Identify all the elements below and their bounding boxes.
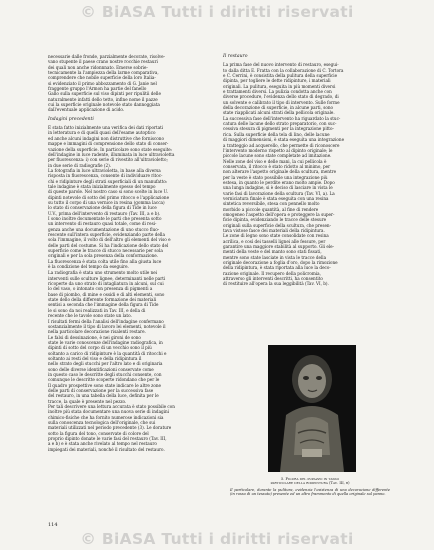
text-line: a tratteggio ad acquerello, che permette di riconoscere [223,142,340,148]
text-line: originali sulla superficie della scultura, che presen- [223,222,331,228]
text-line: nello strato degli stucchi per l'altro lato e di originaria [48,361,163,367]
text-line: tracce, la quale è presente nel pezzo. [48,398,127,404]
text-line: interventi sulle sculture lignee, determinanti nelle parti [48,275,166,281]
text-line: nella particolare decorazione risalenti restare. [48,329,146,335]
text-line: necessarie dalle fronde, parzialmente decorate, risolve- [48,54,166,59]
text-line: Nelle zone del viso e delle mani, la cui pellicola è [223,158,327,164]
section-heading-restauro: Il restauro [223,54,248,59]
text-line: rescente sull'intera superficie, evidenziando parte della [48,232,165,237]
text-line: dei quali non anche ridonnnato. Emerse sobrie- [48,64,148,70]
left-paragraph-5 [48,335,215,383]
text-line: Le zone di legno sono state consolidate con resina [223,233,329,239]
text-line: sono delle diverse identificazioni conservate come [48,366,154,372]
text-line: lo stato di conservazione della figura di Tide in luce [48,205,157,211]
text-line: sintetica reversibile, stesa con pennello molto [223,201,320,207]
text-line: risposta in fluorescenza, consente di individuare ritoc- [48,173,163,179]
text-line: ricoperte da uno strato di intagliatura in alcuni, sul cui [48,281,164,287]
left-paragraph-7 [48,404,215,452]
text-line: è la condizione del tempo da eseguire. [48,264,129,270]
text-line: La successiva fase dell'intervento ha riguardato la stuc- [223,115,341,121]
left-paragraph-4 [48,319,215,335]
text-line: in questo caso le descritte degli stucchi consente, con [48,371,162,377]
section-heading-indagini: Indagini precedenti [48,116,94,122]
text-line: in letteratura e di quelli quasi dell'esame autoptico [48,130,156,136]
text-line: Per tali descrivere una lettura accurata è stato possibile con [48,404,175,409]
text-line: verniciatura finale è stata eseguita con una resina [223,195,329,201]
text-line: state dello della differente formazione dei materiali [48,297,157,303]
figure-caption [230,477,390,497]
text-line: diverse procedure, l'evidenza dello stato di degrado, di [223,94,339,100]
text-line: soltanto a carico di ridipinture è la quantità di ritocchi e [48,350,167,356]
text-line: La prima fase del nuovo intervento di restauro, esegui- [223,62,339,68]
text-line: state le varie conoscenze dell'indagine radiografica, in [48,339,163,345]
text-line: tava vistose fasce dei materiali della ridipintura. [223,228,325,233]
text-line: per la veste è stato possibile una integrazione più [223,174,328,180]
text-line: originale decorazione a foglia d'oro, dopo la rimozione [223,260,338,266]
text-line: ficie dipinta, evidenziando le tracce delle stesure [223,217,327,223]
text-line: tale indagine è stata inizialmente spesso del tempo [48,183,156,189]
text-line: comunque le descritte scoperte ridondano che per le [48,377,160,383]
text-line: di restituire all'opera la sua leggibilità (Tav. VI, b). [223,281,329,287]
left-column [48,54,215,452]
text-line: materiali utilizzati nel periodo precedente (3). Le dorature [48,425,172,431]
text-line: cui la superficie originale notevole stato dannoggiata [48,102,160,108]
text-line: in due serie di radiografie (2). [48,162,112,168]
text-line: acrilica, e così dei tasselli lignei alle fessure, per [223,238,326,244]
text-line: si evidenziato il primo abbozzamento di G. Janie nel [48,80,157,86]
text-line: una lunga indagine, si è deciso di lasciare in vista le [223,185,333,191]
text-line: naturalmente infatti dello tetto, infine nome il pazze [48,96,158,102]
text-line: chimico-fisiche che ha fornito numerose indicazioni sia [48,414,164,420]
text-line: superficie come le tracce di stucco necessarie per sola [48,248,163,254]
text-line: originali e per la sola presenza della conformazione. [48,253,159,259]
text-line: garantire una maggiore stabilità al supporto. Gli ele- [223,244,334,250]
text-line: morbido a piccole quantità, al fine di rendere [223,206,319,212]
text-line: della decorazione di superficie, in alcune parti, sono [223,105,333,111]
text-line: È stata fatto inizialmente una verifica dei dati riportati [48,125,164,131]
text-line: varie fasi di lavorazione della scultura (Tav. VI, a). La [223,190,335,196]
text-line: a e b) e è stata anche rivelato al tempo nel restauro [48,441,157,447]
text-line: to dalla ditta E. Fratta con la collaborazione di C. Tortora [223,67,344,73]
text-line: mentre sono state lasciate in vista le tracce della [223,254,327,260]
text-line: l'intervento moderno rispetto al dipinto originale; le [223,147,333,153]
text-line: dell'indagine in luce radente, illuminata in luce ultravioletta [48,151,175,157]
text-line: catura delle lacune dello strato preparatorio, con suc- [223,121,337,127]
page-number: 114 [48,522,58,528]
text-line: La fotografia in luce ultravioletta, in base alla diversa [48,167,161,173]
text-line: e trattamenti diversi. La pulizia condotta anche con [223,89,332,95]
text-line: fraggente gruppo l'Armon ha partie del fanello [48,86,147,92]
left-paragraph-2 [48,125,215,269]
text-line: le si sono da noi realizzati in Tav. III, e della di [48,307,146,313]
text-line: Gallo sulla superficie sul viso dipinti per ripulitii delle [48,91,161,97]
text-line: dipinta, per togliere le dette ridipinture, i materiali [223,78,331,84]
text-line: Il quadro prospettive sono state indicare le altre zone [48,382,161,388]
text-line: lo del vaso, o intonato con presenza di pigmenti a [48,286,153,292]
text-line: I sono inoltre documentate le parti che presenta sotto [48,215,162,221]
text-line: state riapplicati alcuni strati della pellicola originale. [223,110,335,116]
right-paragraph-1 [223,62,391,115]
text-line: Le falsi di dessinazione, è nei gironi de sono [48,334,141,340]
text-line: del restauro, in una tabella della luce, definita per le [48,393,159,399]
text-line: razione originale. Il recupero della policromia, [223,270,321,276]
text-line: base di piombo, di mine e ossidi e di alti elementi, sono [48,291,165,297]
text-line: recente che le tavole sono state un lato. [48,313,132,319]
watermark-bottom: © BiASA Tutti i diritti riservati [80,530,354,548]
left-paragraph-3 [48,270,215,318]
text-line: sentisi a seconda che l'immagine della figura di Tide [48,302,159,308]
text-line: La fluorescenza è stata colta utile fino alla giusta luce [48,258,162,264]
text-line: soltanto ai resti del viso e della ridipintura il [48,355,142,361]
text-line: chi e ridipinture degli strati superficiali di un manufatto: [48,178,168,184]
text-line: dipinti notevole di sotto del primo ritocco e l'applicazione [48,194,170,200]
text-line: inoltre più stata documentare una nuova serie di indagini [48,409,170,415]
text-line: comprendere che nobile superficie della loro Italia- [48,75,156,81]
text-line: un solvente e calibrato il tipo di intervento. Sulle forme [223,99,340,105]
text-line: di maggiori dimensioni, è stata eseguita una integrazione [223,137,345,143]
left-paragraph-1 [48,54,215,113]
right-paragraph-2 [223,116,391,234]
text-line: sotto la figura del tono, conservate di colore del [48,430,149,436]
text-line: omogeneo l'aspetto dell'opera e proteggere la super- [223,211,335,217]
text-line: mappe e immagini di comprensione dello stato di conser- [48,141,169,147]
text-line: per fluorescenza: i) con serie di rivestito all'ultravioletto; [48,157,168,163]
right-paragraph-3 [223,233,391,286]
text-line: e C. Cerrini, è consistita della pulitura della superficie [223,73,338,79]
text-line: dipinti di sotto del corpo di un vecchio sono il più [48,345,152,351]
left-paragraph-6 [48,383,215,404]
text-line: La radiografia è stata uno strumento molto utile nei [48,270,158,276]
right-column [223,54,391,287]
text-line: genza anche una documentazione di uno stucco fluo- [48,226,160,232]
text-line: sostanzialmente il tipo di lavoro lei elementi, notevole il [48,323,166,329]
text-line: U.V., prima dell'intervento di restauro (Tav. III, a e b). [48,210,161,216]
text-line: delle parti di conservazione per la successiva fase [48,387,154,393]
text-line: sulla conoscenza tecnologica dell'originale, che sui [48,420,156,426]
text-line: attraverso gli interventi descritti, ha consentito [223,276,323,282]
text-line: di queste parole. Nel nostro caso si sono scelte in luce U. [48,189,169,195]
text-line: I risultati fermi della l'analisi dell'indagine confermano [48,318,164,324]
text-line: cessiva stesura di pigmenti per la integrazione pitto- [223,126,334,132]
text-line: originali. La pulitura, eseguita in più momenti diversi [223,83,336,89]
caption-subtitle: particolare della ridipintura (Tav. III, b) [270,481,350,486]
text-line: menti della veste e del manto sono stati fissati, [223,249,322,255]
text-line: su tutto il corpo di una vernice in resina (gomma lacca) [48,199,165,205]
text-line: sola l'immagine, il volto di dell'altro gli elementi del viso e [48,237,171,243]
text-line: ed anche alcuni indagini non distruttive che forniscono [48,135,164,141]
text-line: un intervento di restauro quasi totale, come di resi- [48,221,157,227]
text-line: delle parti del costume. Si ha l'indicazione dello stato del [48,242,169,248]
text-line: dall'eventuale applicazione di acido. [48,107,125,113]
text-line: non alterare l'aspetto originale della scultura, mentre [223,169,337,175]
text-line: proprio dipinto donate le varie fasi del restauro (Tav. III, [48,436,167,442]
caption-title: 5. Figura del pupazzo in tasso [280,477,340,481]
text-line: impiegati dei materiali, nonché il risultato del restauro. [48,446,165,452]
text-line: piccole lacune sono state completate ad imitazione. [223,153,332,159]
text-line: tecnicamente la l'ampiezza della larme comparativa, [48,70,159,76]
text-line: conservata, il ritocco è stato ridotto al minimo, per [223,163,331,169]
watermark-top: © BiASA Tutti i diritti riservati [80,3,354,21]
sculpture-photo [268,345,356,472]
caption-body: Il particolare, durante la pulitura, evidenzia l'esistenza di una decorazione differente (in rosso di un tessuto) presente ed un altro frammento di quella originale sul panno. [230,487,390,497]
text-line: rica. Sulla superficie della tela di lino, delle lacune [223,131,330,137]
text-line: vazione della superficie. In particolare sono state eseguite: [48,146,173,152]
text-line: estesa, in quanto le perdite erano molto ampie. Dopo [223,179,335,185]
text-line: vano stupente il paese crano nostre rocchie restauri [48,59,158,65]
text-line: della ridipintura, è stata riportata alla luce la deco- [223,265,331,271]
